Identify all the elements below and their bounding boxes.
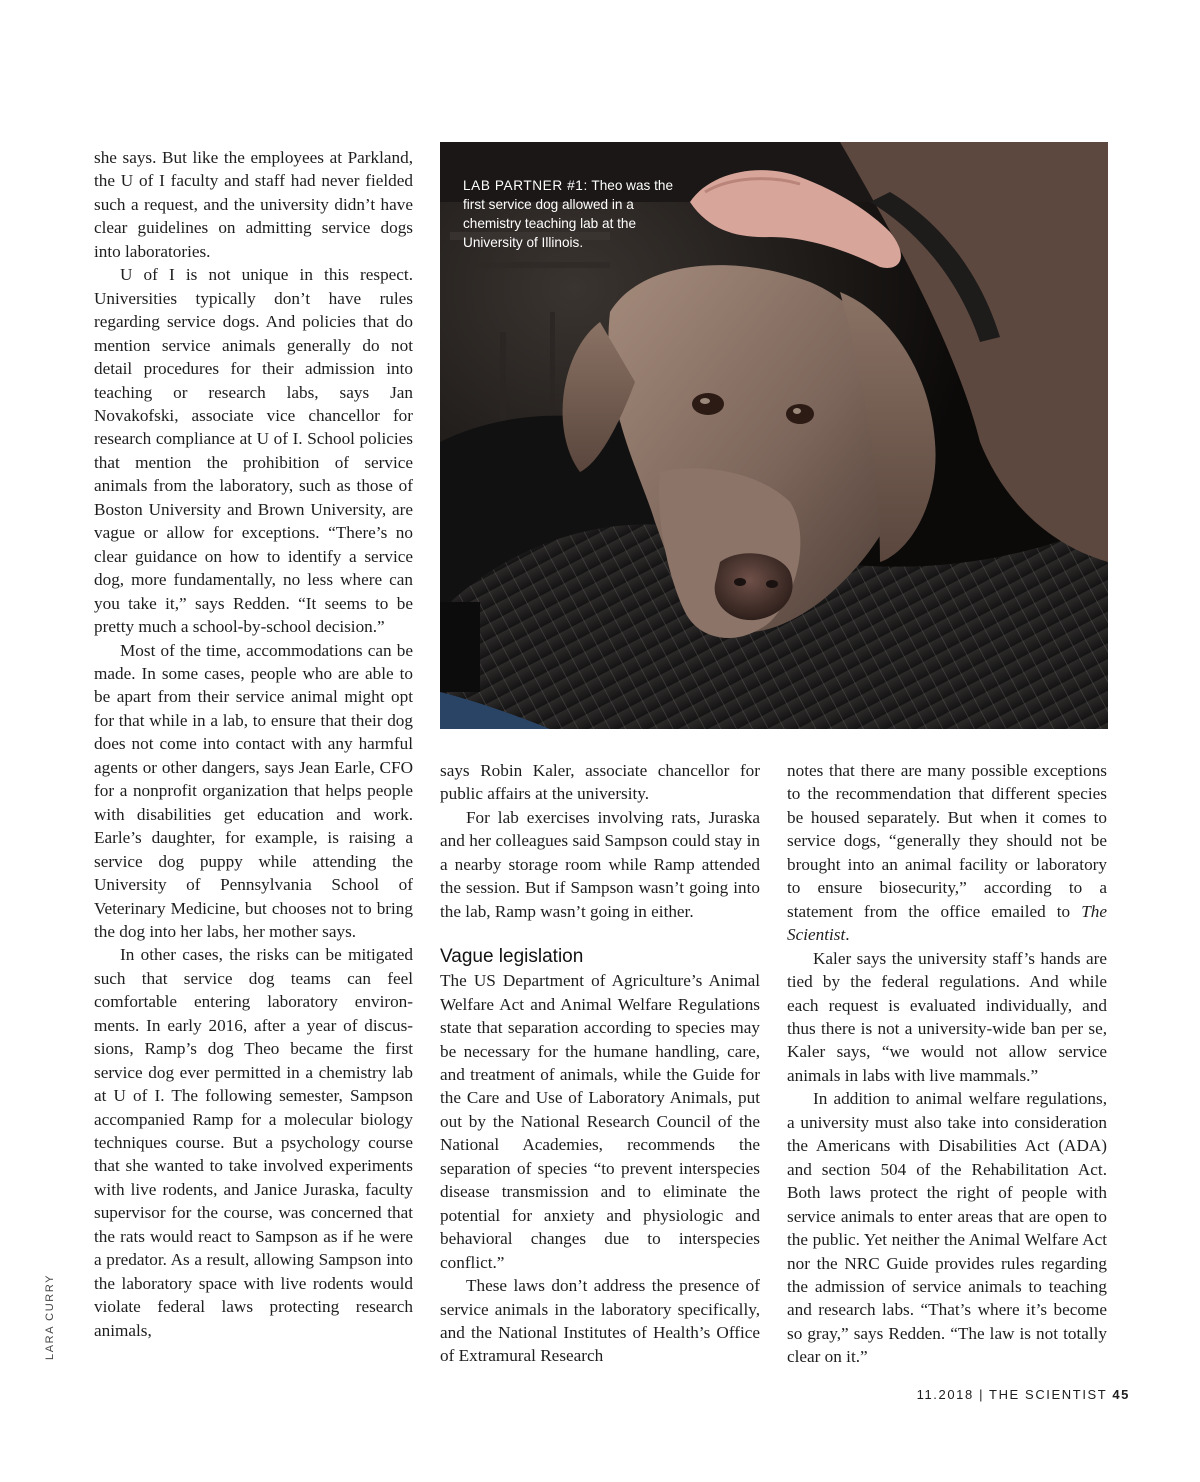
article-column-3 [787, 759, 1107, 1369]
paragraph: Most of the time, accommodations can be made. In some cases, people who are able to be apart from their service animal might opt for that while in a lab, to ensure that their dog does not come into contact with any harmful agents or other dangers, says Jean Earle, CFO for a nonprofit organization that helps people with disabilities get education and work. Earle’s daughter, for example, is raising a service dog puppy while attending the University of Pennsylvania School of Veterinary Medicine, but chooses not to bring the dog into her labs, her mother says. [94, 640, 413, 941]
article-column-1 [94, 146, 413, 1342]
paragraph-text: . [845, 925, 850, 945]
issue-date: 11.2018 [916, 1387, 974, 1402]
photo-credit: LARA CURRY [44, 1273, 56, 1360]
paragraph: she says. But like the employees at Parkland, the U of I faculty and staff had never fielded such a request, and the university didn’t have clear guidelines on admitting service dogs into laboratories. [94, 148, 413, 261]
page-folio [917, 1387, 1130, 1402]
paragraph: U of I is not unique in this respect. Universities typically don’t have rules regarding service dogs. And policies that do mention service animals generally do not detail procedures for their admission into teaching or research labs, says Jan Novakofski, associate vice chancellor for research compliance at U of I. School policies that mention the prohibition of service animals from the laboratory, such as those of Boston University and Brown University, are vague or allow for exceptions. “There’s no clear guidance on how to identify a service dog, more fundamentally, no less where can you take it,” says Redden. “It seems to be pretty much a school-by-school decision.” [94, 265, 413, 637]
page-number: 45 [1112, 1387, 1130, 1402]
magazine-name: THE SCIENTIST [989, 1387, 1108, 1402]
paragraph: In addition to animal welfare regulations, a university must also take into consideration the Americans with Disabilities Act (ADA) and section 504 of the Rehabilitation Act. Both laws protect the right of people with service animals to enter areas that are open to the public. Yet neither the Animal Welfare Act nor the NRC Guide provides rules regarding the admission of service animals to teaching and research labs. “That’s where it’s become so gray,” says Redden. “The law is not totally clear on it.” [787, 1089, 1107, 1367]
caption-text: Theo was the first service dog allowed in a chemistry teaching lab at the University of Illinois. [463, 178, 673, 250]
paragraph: In other cases, the risks can be mitigated such that service dog teams can feel comfortable entering laboratory environments. In early 2016, after a year of discussions, Ramp’s dog Theo became the first service dog ever permitted in a chemistry lab at U of I. The following semester, Sampson accompanied Ramp for a molecular biology techniques course. But a psychology course that she wanted to take involved experiments with live rodents, and Janice Juraska, faculty supervisor for the course, was concerned that the rats would react to Sampson as if he were a predator. As a result, allowing Sampson into the laboratory space with live rodents would violate federal laws protecting research animals, [94, 945, 413, 1340]
publication-name: The Scientist [787, 901, 1107, 945]
caption-label: LAB PARTNER #1: [463, 178, 588, 193]
section-heading: Vague legislation [440, 946, 584, 968]
photo-caption [463, 176, 673, 252]
paragraph: says Robin Kaler, associate chancellor for public affairs at the university. [440, 761, 760, 804]
paragraph: The US Department of Agriculture’s Animal Welfare Act and Animal Welfare Regulations state that separation according to species may be necessary for the humane handling, care, and treatment of animals, while the Guide for the Care and Use of Laboratory Animals, put out by the National Research Council of the National Academies, recommends the separation of species “to prevent interspecies disease transmission and to eliminate the potential for anxiety and physiologic and behavioral changes due to interspecies conflict.” [440, 971, 760, 1272]
folio-separator: | [979, 1387, 985, 1402]
paragraph: Kaler says the university staff’s hands are tied by the federal regulations. And while each request is evaluated individually, and thus there is not a university-wide ban per se, Kaler says, “we would not allow service animals in labs with live mammals.” [787, 948, 1107, 1085]
paragraph [787, 759, 1107, 947]
paragraph: These laws don’t address the presence of service animals in the laboratory specifically, and the National Institutes of Health’s Office of Extramural Research [440, 1276, 760, 1366]
paragraph: For lab exercises involving rats, Juraska and her colleagues said Sampson could stay in a nearby storage room while Ramp attended the session. But if Sampson wasn’t going into the lab, Ramp wasn’t going in either. [440, 807, 760, 921]
article-column-2 [440, 759, 760, 1368]
paragraph-text: notes that there are many possible exceptions to the recommendation that different species be housed separately. But when it comes to service dogs, “generally they should not be brought into an animal facility or laboratory to ensure biosecurity,” according to a statement from the office emailed to [787, 761, 1107, 921]
